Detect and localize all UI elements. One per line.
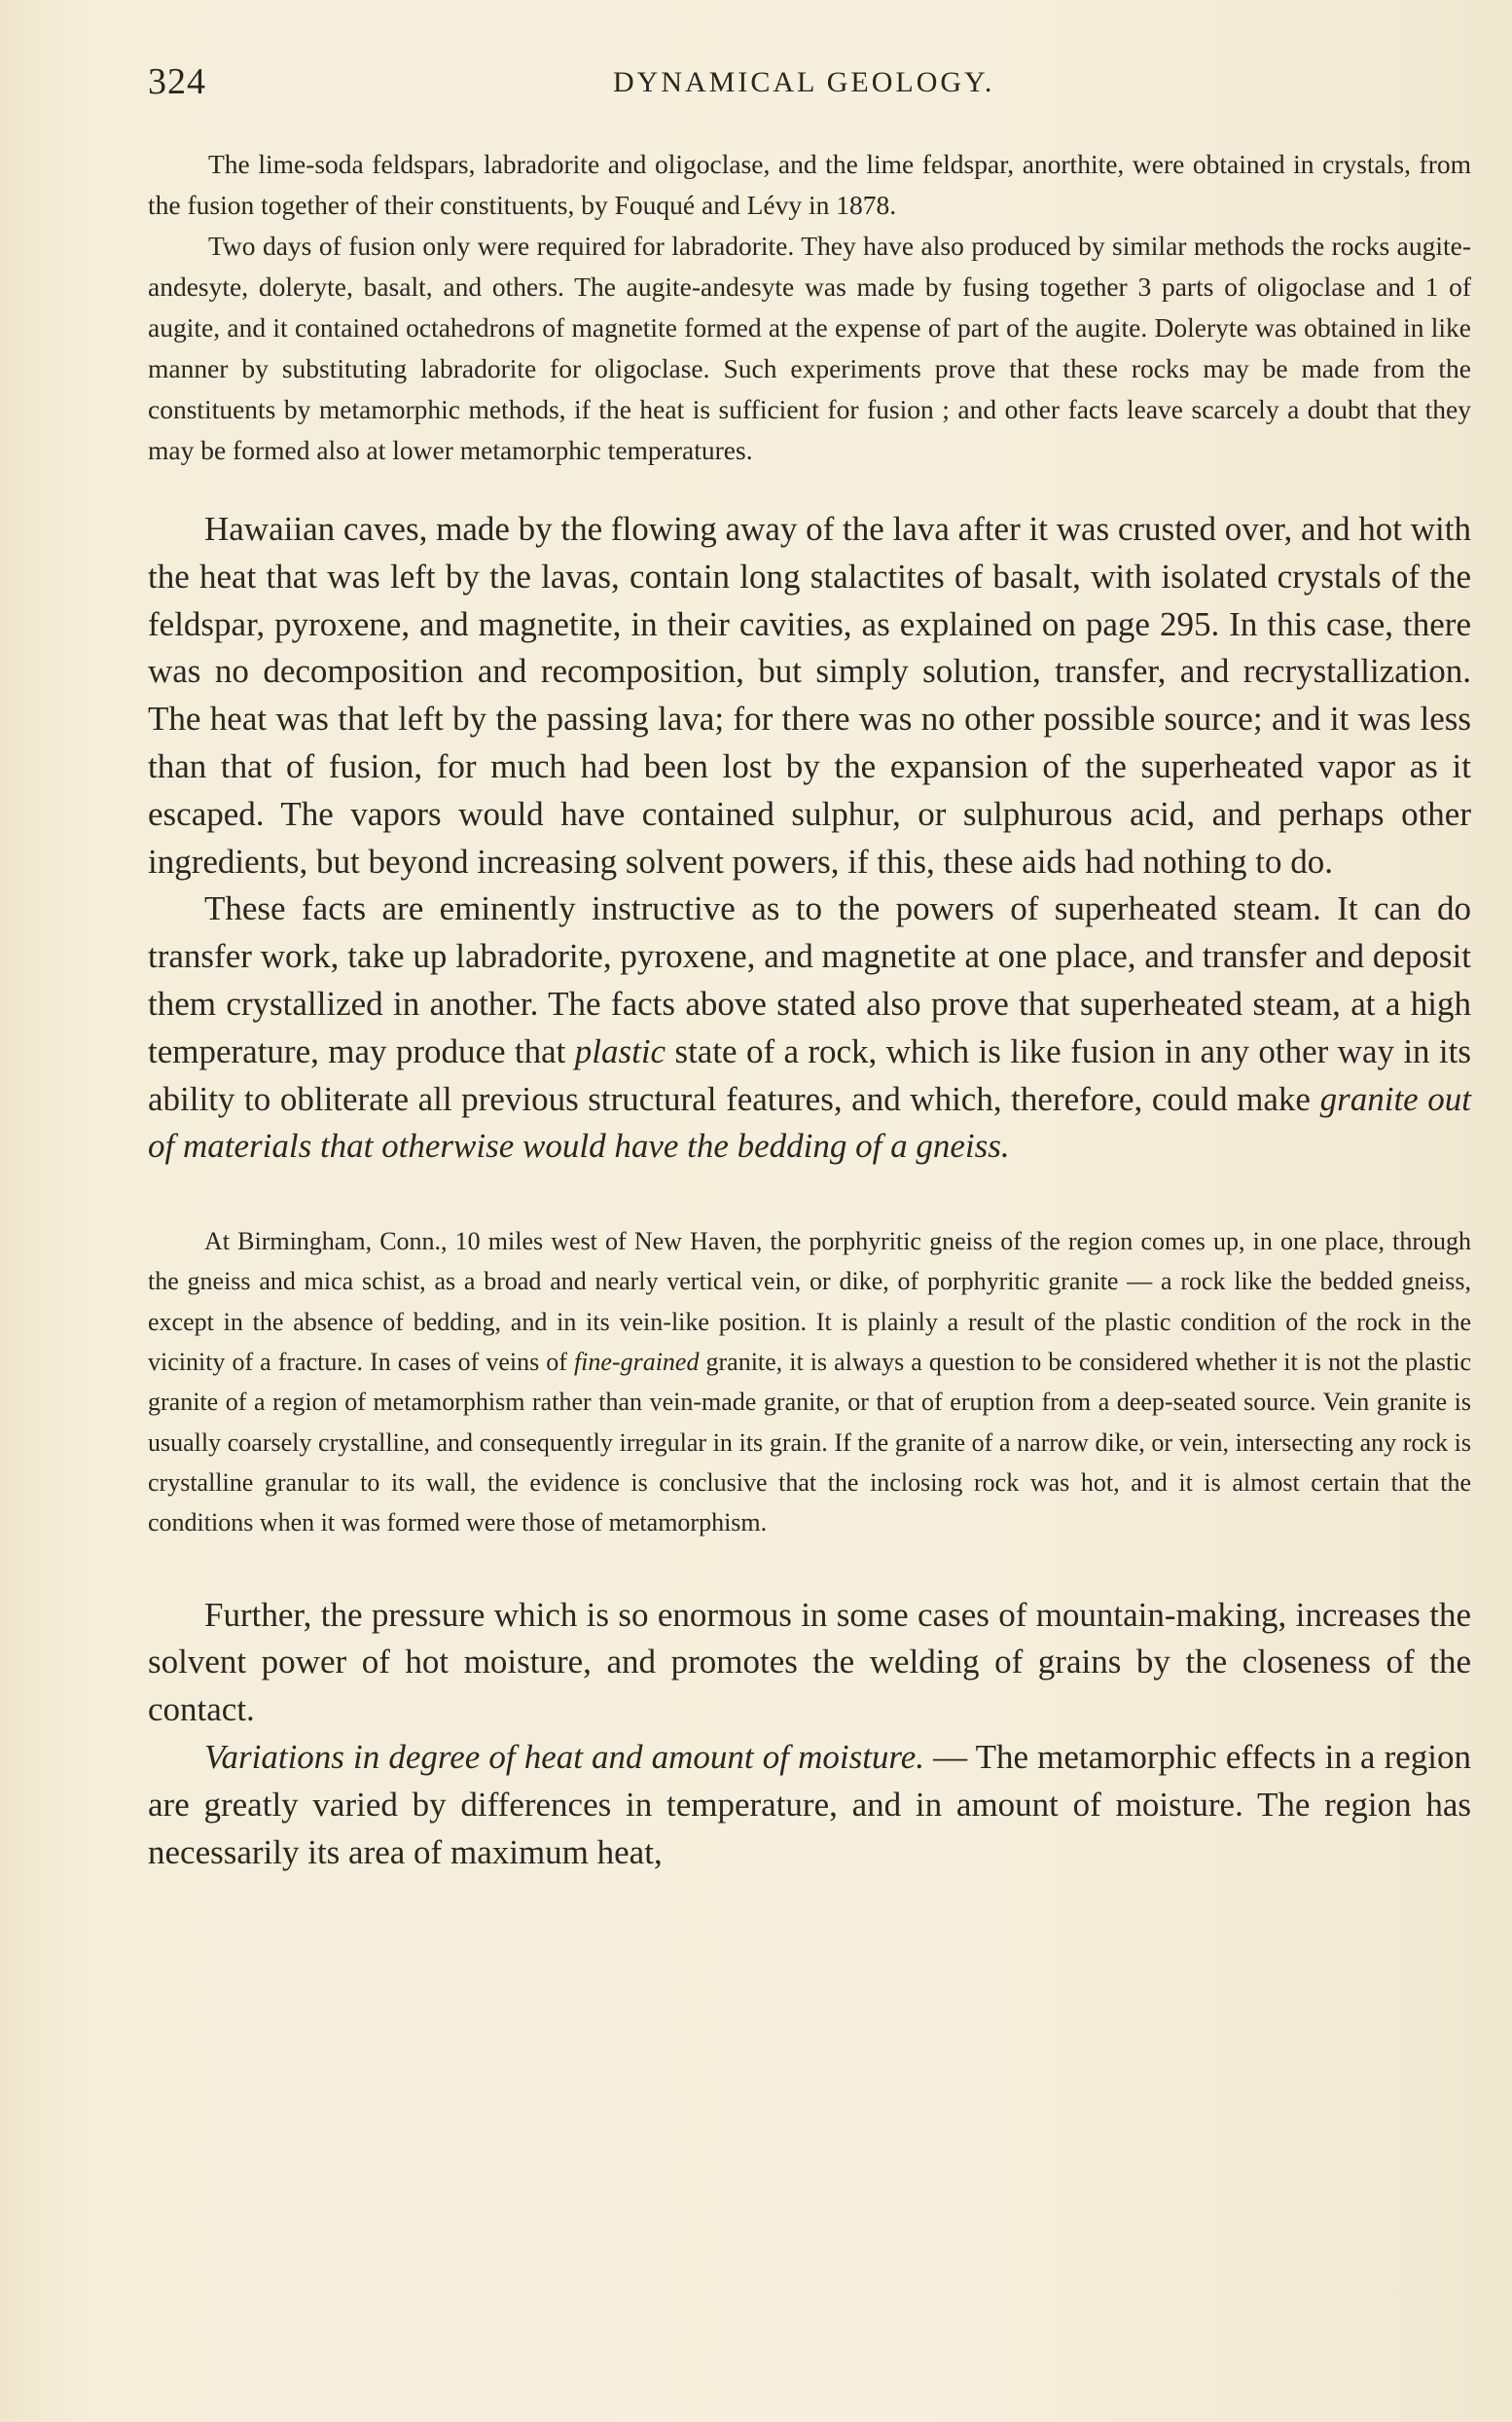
paragraph-pressure: Further, the pressure which is so enormous in some cases of mountain-making, increases the solvent power of hot moisture, and promotes the welding of grains by the closeness of the contact. (148, 1595, 1471, 1729)
paragraph-superheated-steam (148, 886, 1471, 1171)
page-number: 324 (148, 61, 206, 102)
note-birmingham-example (148, 1221, 1471, 1542)
text-segment: At Birmingham, Conn., 10 miles west of New Haven, the porphyritic gneiss of the region comes up, in one place, through the gneiss and mica schist, as a broad and nearly vertical vein, or dike, of porphyritic granite — a rock like the bedded gneiss, except in the absence of bedding, and in its vein-like position. It is plainly a result of the plastic condition of the rock in the vicinity of a fracture. In cases of veins of (148, 1227, 1471, 1377)
text-segment: granite, it is always a question to be considered whether it is not the plastic granite of a region of metamorphism rather than vein-made granite, or that of eruption from a deep-seated source. Vein granite is usually coarsely crystalline, and consequently irregular in its grain. If the granite of a narrow dike, or vein, intersecting any rock is crystalline granular to its wall, the evidence is conclusive that the inclosing rock was hot, and it is almost certain that the conditions when it was formed were those of metamorphism. (148, 1348, 1471, 1537)
page-body (148, 144, 1471, 1876)
paragraph-hawaiian-caves: Hawaiian caves, made by the flowing away of the lava after it was crusted over, and hot with the heat that was left by the lavas, contain long stalactites of basalt, with isolated crystals of the feldspar, pyroxene, and magnetite, in their cavities, as explained on page 295. In this case, there was no decomposition and recomposition, but simply solution, transfer, and recrystallization. The heat was that left by the passing lava; for there was no other possible source; and it was less than that of fusion, for much had been lost by the expansion of the superheated vapor as it escaped. The vapors would have contained sulphur, or sulphurous acid, and perhaps other ingredients, but beyond increasing solvent powers, if this, these aids had nothing to do. (148, 510, 1471, 881)
section-heading-variations: Variations in degree of heat and amount of moisture. (204, 1737, 925, 1776)
paragraph-fusion-experiments: Two days of fusion only were required for labradorite. They have also produced by similar methods the rocks augite-andesyte, doleryte, basalt, and others. The augite-andesyte was made by fusing together 3 parts of oligoclase and 1 of augite, and it contained octahedrons of magnetite formed at the expense of part of the augite. Doleryte was obtained in like manner by substituting labradorite for oligoclase. Such experiments prove that these rocks may be made from the constituents by metamorphic methods, if the heat is sufficient for fusion ; and other facts leave scarcely a doubt that they may be formed also at lower metamorphic temperatures. (148, 231, 1471, 465)
text-segment: These facts are eminently instructive as to the powers of superheated steam. It can do transfer work, take up labradorite, pyroxene, and magnetite at one place, and transfer and deposit them crystallized in another. The facts above stated also prove that superheated steam, at a high temperature, may produce that (148, 889, 1471, 1070)
italic-phrase-granite: granite out of materials that otherwise would have the bedding of a gneiss. (148, 1079, 1472, 1166)
italic-term-fine-grained: fine-grained (573, 1348, 700, 1377)
paragraph-feldspar-fusion: The lime-soda feldspars, labradorite and oligoclase, and the lime feldspar, anorthite, were obtained in crystals, from the fusion together of their constituents, by Fouqué and Lévy in 1878. (148, 149, 1471, 220)
text-segment: — The metamorphic effects in a region are greatly varied by differences in temperature, and in amount of moisture. The region has necessarily its area of maximum heat, (148, 1737, 1471, 1871)
text-segment: state of a rock, which is like fusion in any other way in its ability to obliterate all previous structural features, and which, therefore, could make (148, 1031, 1471, 1118)
italic-term-plastic: plastic (574, 1031, 666, 1070)
running-head: DYNAMICAL GEOLOGY. (613, 66, 995, 98)
paragraph-variations (148, 1734, 1471, 1876)
page-header (148, 60, 1471, 119)
